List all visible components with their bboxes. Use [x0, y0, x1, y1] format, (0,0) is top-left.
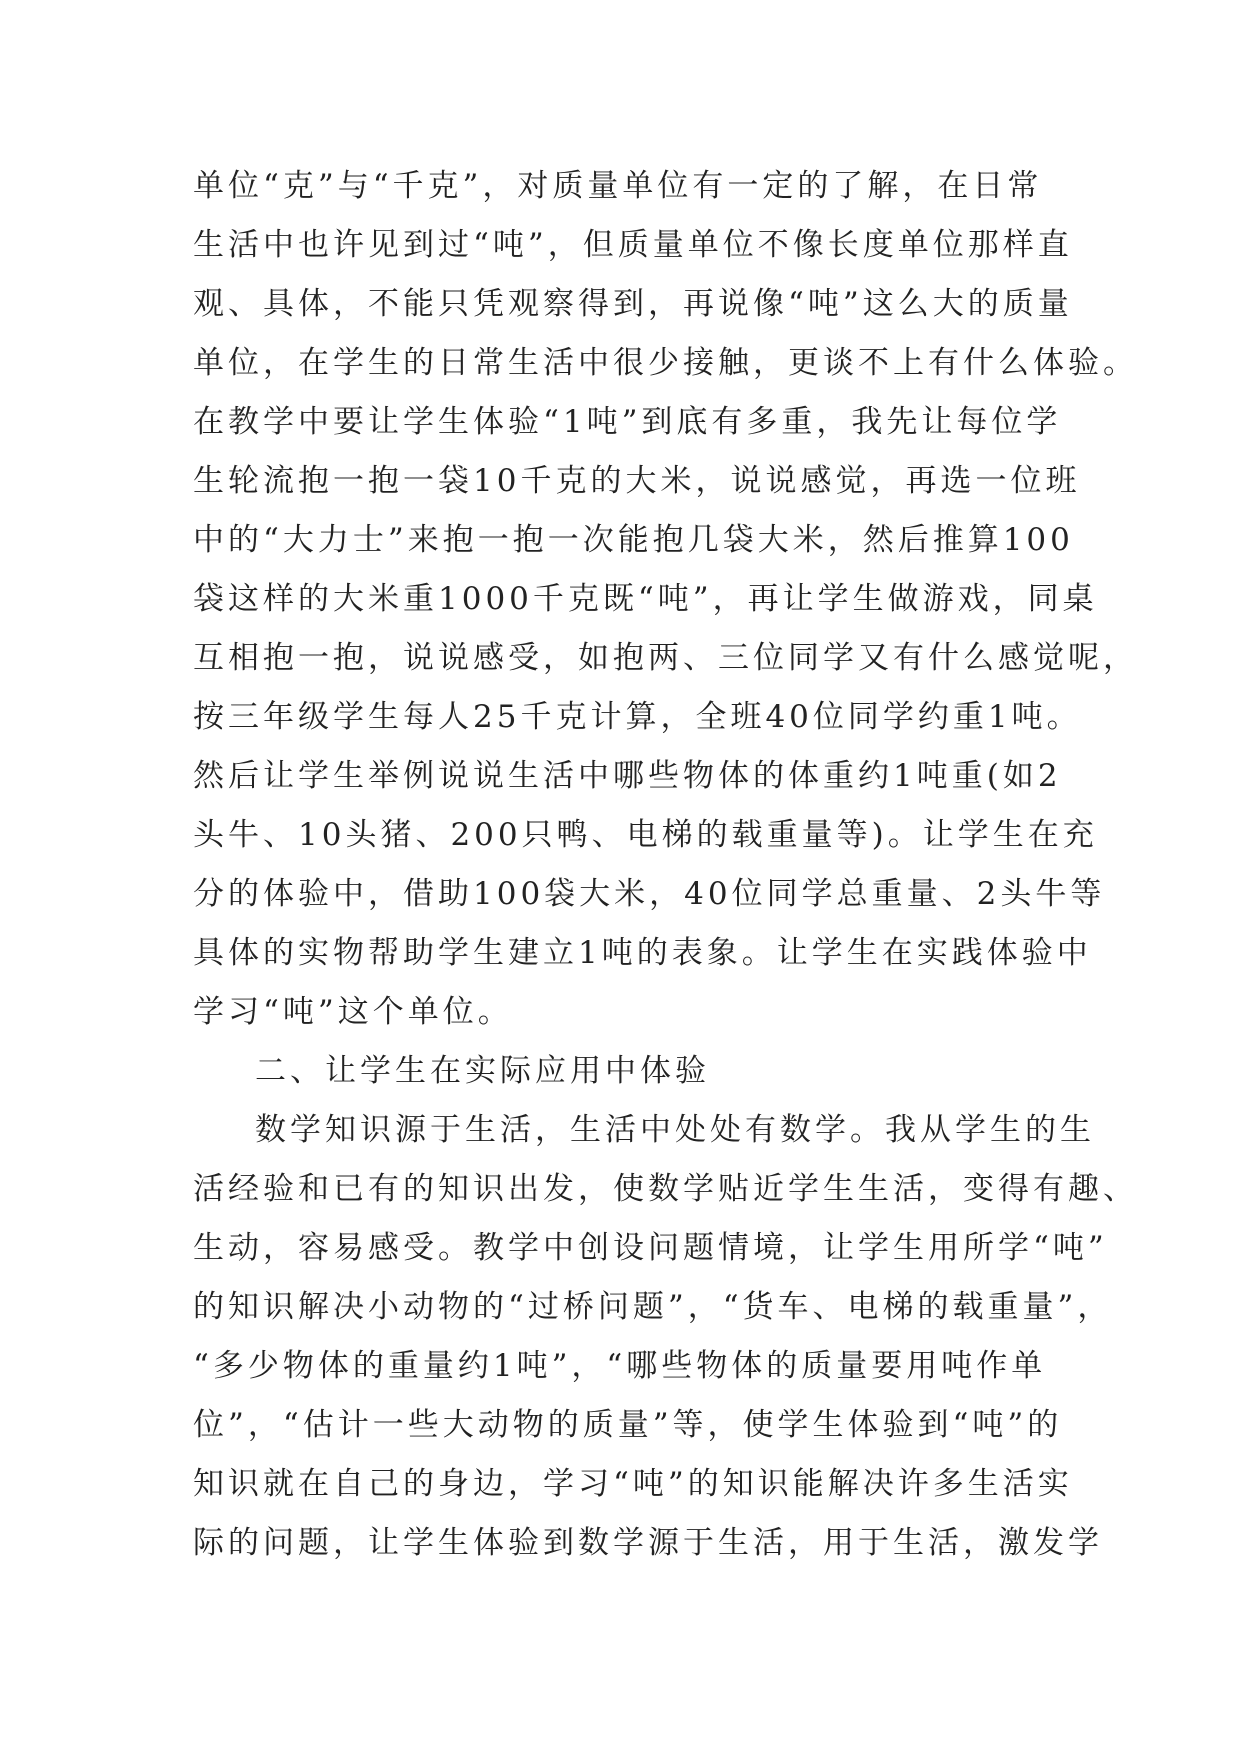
text-line: 中的“大力士”来抱一抱一次能抱几袋大米，然后推算100 — [193, 522, 1074, 558]
text-line: 然后让学生举例说说生活中哪些物体的体重约1吨重(如2 — [193, 758, 1062, 794]
text-line: 活经验和已有的知识出发，使数学贴近学生生活，变得有趣、 — [193, 1171, 1138, 1207]
text-line: 分的体验中，借助100袋大米，40位同学总重量、2头牛等 — [193, 876, 1106, 912]
text-line: 知识就在自己的身边，学习“吨”的知识能解决许多生活实 — [193, 1466, 1073, 1502]
text-line: 的知识解决小动物的“过桥问题”，“货车、电梯的载重量”， — [193, 1289, 1113, 1325]
text-line: 生活中也许见到过“吨”，但质量单位不像长度单位那样直 — [193, 227, 1073, 263]
text-line: 生轮流抱一抱一袋10千克的大米，说说感觉，再选一位班 — [193, 463, 1081, 499]
text-line: “多少物体的重量约1吨”，“哪些物体的质量要用吨作单 — [193, 1348, 1047, 1384]
text-line: 学习“吨”这个单位。 — [193, 994, 513, 1030]
text-line: 单位“克”与“千克”，对质量单位有一定的了解，在日常 — [193, 168, 1043, 204]
paragraph-first-line: 数学知识源于生活，生活中处处有数学。我从学生的生 — [255, 1112, 1095, 1148]
text-line: 际的问题，让学生体验到数学源于生活，用于生活，激发学 — [193, 1525, 1103, 1561]
text-line: 在教学中要让学生体验“1吨”到底有多重，我先让每位学 — [193, 404, 1062, 440]
body-text — [193, 157, 1138, 1573]
text-line: 互相抱一抱，说说感受，如抱两、三位同学又有什么感觉呢， — [193, 640, 1138, 676]
text-line: 生动，容易感受。教学中创设问题情境，让学生用所学“吨” — [193, 1230, 1108, 1266]
text-line: 位”，“估计一些大动物的质量”等，使学生体验到“吨”的 — [193, 1407, 1063, 1443]
text-line: 袋这样的大米重1000千克既“吨”，再让学生做游戏，同桌 — [193, 581, 1098, 617]
text-line: 按三年级学生每人25千克计算，全班40位同学约重1吨。 — [193, 699, 1082, 735]
text-line: 具体的实物帮助学生建立1吨的表象。让学生在实践体验中 — [193, 935, 1092, 971]
text-line: 观、具体，不能只凭观察得到，再说像“吨”这么大的质量 — [193, 286, 1073, 322]
text-line: 头牛、10头猪、200只鸭、电梯的载重量等)。让学生在充 — [193, 817, 1098, 853]
text-line: 单位，在学生的日常生活中很少接触，更谈不上有什么体验。 — [193, 345, 1138, 381]
section-heading: 二、让学生在实际应用中体验 — [255, 1053, 710, 1089]
